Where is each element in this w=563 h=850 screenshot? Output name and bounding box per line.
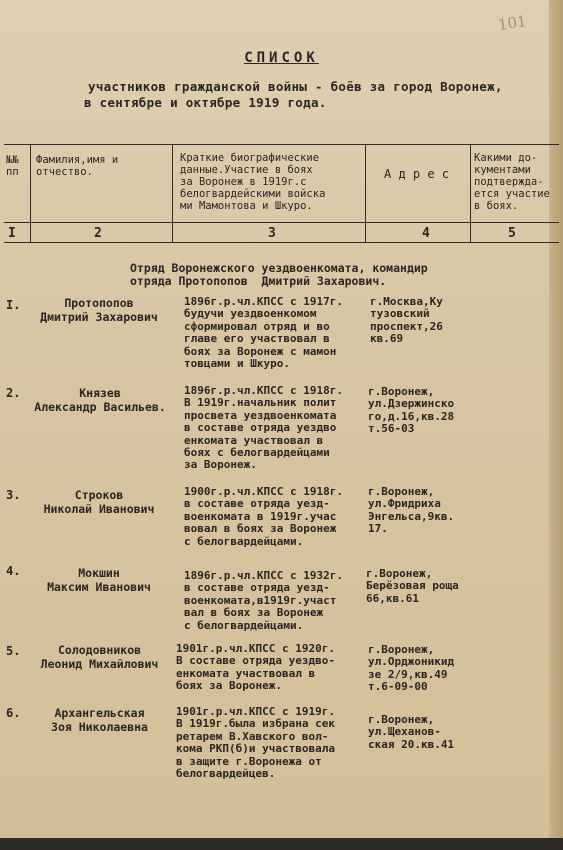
column-number-5: 5 (508, 226, 516, 241)
column-number-4: 4 (422, 226, 430, 241)
table-top-rule (4, 144, 559, 145)
column-header-number: №№ пп (6, 154, 19, 178)
participant-bio: 1901г.р.чл.КПСС с 1919г. В 1919г.была избрана сек ретарем В.Хавского вол- кома РКП(б)и участвовала в защите г.Воронежа от белогвардейцев. (176, 705, 335, 781)
header-bottom-rule (4, 222, 559, 223)
column-header-documents: Какими до- кументами подтвержда- ется участие в боях. (474, 152, 550, 212)
column-number-rule (4, 242, 559, 243)
participant-address: г.Воронеж, ул.Орджоникид зе 2/9,кв.49 т.6-09-00 (368, 643, 455, 694)
participant-name: Строков Николай Иванович (43, 488, 155, 516)
participant-address: г.Воронеж, Берёзовая роща 66,кв.61 (366, 567, 459, 605)
column-divider-3 (365, 144, 366, 242)
participant-bio: 1900г.р.чл.КПСС с 1918г. в составе отряда уезд- военкомата в 1919г.учас вовал в боях за Воронеж с белогвардейцами. (184, 485, 343, 548)
page-number: 101 (496, 12, 528, 34)
participant-bio: 1896г.р.чл.КПСС с 1918г. В 1919г.начальник полит просвета уездвоенкомата в составе отряда уездво енкомата участвовал в боях с белогвардейцами за Воронеж. (184, 384, 343, 472)
row-number: 2. (6, 386, 21, 400)
participant-bio: 1896г.р.чл.КПСС с 1917г. будучи уездвоенкомом сформировал отряд и во главе его участвовал в боях за Воронеж с мамон товцами и Шкуро. (184, 295, 343, 371)
participant-bio: 1896г.р.чл.КПСС с 1932г. в составе отряда уезд- военкомата,в1919г.участ вал в боях за Воронеж с белогвардейцами. (184, 569, 343, 632)
row-number: 4. (6, 564, 21, 578)
row-number: 3. (6, 488, 21, 502)
row-number: 5. (6, 644, 21, 658)
participant-name: Мокшин Максим Иванович (47, 566, 151, 594)
section-heading-line-2: отряда Протопопов Дмитрий Захарович. (130, 274, 387, 288)
participant-name: Солодовников Леонид Михайлович (40, 643, 159, 671)
participant-name: Князев Александр Васильев. (34, 386, 166, 414)
participant-address: г.Воронеж, ул.Фридриха Энгельса,9кв. 17. (368, 485, 455, 536)
column-header-bio: Краткие биографические данные.Участие в боях за Воронеж в 1919г.с белогвардейскими войска ми Мамонтова и Шкуро. (180, 152, 326, 212)
section-heading-line-1: Отряд Воронежского уездвоенкомата, командир (130, 261, 428, 275)
participant-bio: 1901г.р.чл.КПСС с 1920г. В составе отряда уездво- енкомата участвовал в боях за Воронеж. (176, 642, 335, 693)
subtitle-line-1: участников гражданской войны - боёв за город Воронеж, (88, 79, 503, 94)
binding-edge (549, 0, 563, 850)
participant-address: г.Москва,Ку тузовский проспект,26 кв.69 (370, 295, 443, 346)
participant-address: г.Воронеж, ул.Щеханов- ская 20.кв.41 (368, 713, 455, 751)
column-divider-4 (470, 144, 471, 242)
column-number-3: 3 (268, 226, 276, 241)
column-number-1: I (8, 226, 16, 241)
subtitle-line-2: в сентябре и октябре 1919 года. (84, 95, 327, 110)
document-title: СПИСОК (244, 50, 319, 66)
participant-address: г.Воронеж, ул.Дзержинско го,д.16,кв.28 т.56-03 (368, 385, 455, 436)
column-number-2: 2 (94, 226, 102, 241)
scan-border (0, 838, 563, 850)
participant-name: Протопопов Дмитрий Захарович (40, 296, 158, 324)
column-header-address: А д р е с (384, 167, 450, 181)
row-number: 6. (6, 706, 21, 720)
row-number: I. (6, 298, 21, 312)
column-header-name: Фамилия,имя и отчество. (36, 154, 119, 178)
column-divider-2 (172, 144, 173, 242)
participant-name: Архангельская Зоя Николаевна (51, 706, 148, 734)
column-divider-1 (30, 144, 31, 242)
